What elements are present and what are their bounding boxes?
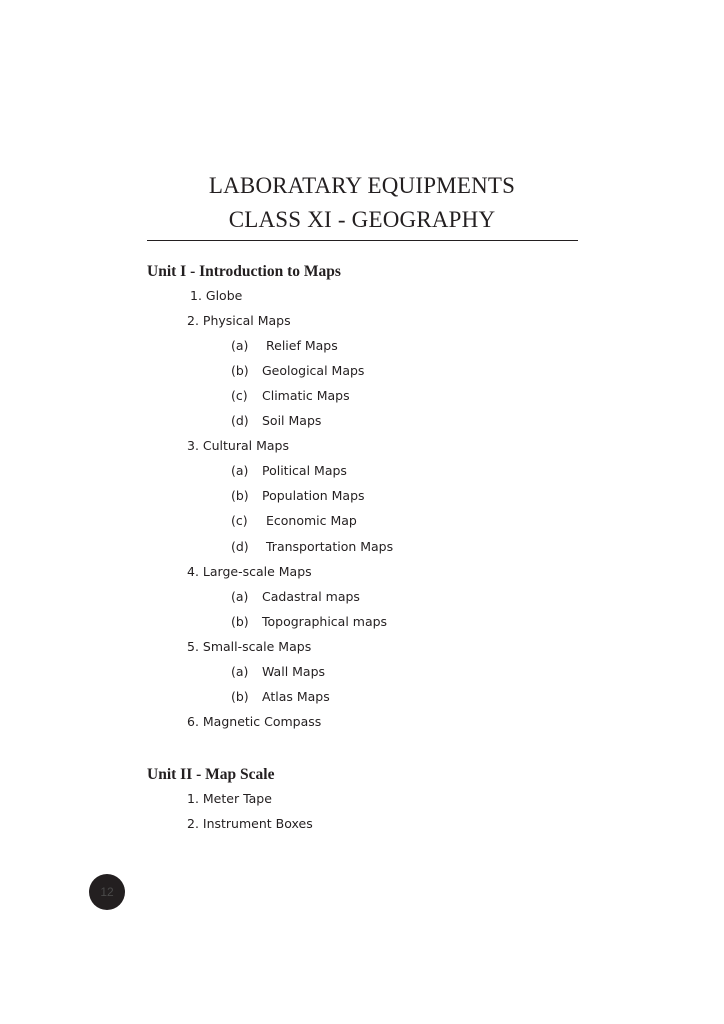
- list-item-cultural-maps: 3. Cultural Maps: [187, 438, 289, 453]
- sub-item-climatic-maps: Climatic Maps: [262, 388, 350, 403]
- page-number-badge: [89, 874, 125, 910]
- sub-item-letter: (b): [231, 689, 249, 704]
- sub-item-geological-maps: Geological Maps: [262, 363, 365, 378]
- list-item-small-scale-maps: 5. Small-scale Maps: [187, 639, 312, 654]
- sub-item-transportation-maps: Transportation Maps: [266, 539, 394, 554]
- sub-item-letter: (d): [231, 413, 249, 428]
- sub-item-letter: (b): [231, 488, 249, 503]
- page-title-line-2: CLASS XI - GEOGRAPHY: [228, 207, 496, 232]
- list-item-physical-maps: 2. Physical Maps: [187, 313, 291, 328]
- sub-item-letter: (a): [231, 589, 249, 604]
- sub-item-letter: (b): [231, 614, 249, 629]
- list-item-globe: 1. Globe: [190, 288, 243, 303]
- sub-item-letter: (d): [231, 539, 249, 554]
- sub-item-political-maps: Political Maps: [262, 463, 347, 478]
- page-number: 12: [100, 885, 114, 899]
- sub-item-cadastral-maps: Cadastral maps: [262, 589, 360, 604]
- list-item-instrument-boxes: 2. Instrument Boxes: [187, 816, 313, 831]
- sub-item-topographical-maps: Topographical maps: [262, 614, 388, 629]
- sub-item-letter: (b): [231, 363, 249, 378]
- sub-item-soil-maps: Soil Maps: [262, 413, 322, 428]
- unit-1-heading: Unit I - Introduction to Maps: [147, 263, 341, 280]
- sub-item-letter: (a): [231, 463, 249, 478]
- list-item-meter-tape: 1. Meter Tape: [187, 791, 272, 806]
- list-item-large-scale-maps: 4. Large-scale Maps: [187, 564, 312, 579]
- page-title-line-1: LABORATARY EQUIPMENTS: [208, 173, 516, 198]
- unit-2-heading: Unit II - Map Scale: [147, 766, 275, 783]
- sub-item-population-maps: Population Maps: [262, 488, 365, 503]
- sub-item-relief-maps: Relief Maps: [266, 338, 338, 353]
- sub-item-letter: (a): [231, 664, 249, 679]
- sub-item-letter: (a): [231, 338, 249, 353]
- sub-item-letter: (c): [231, 388, 248, 403]
- sub-item-letter: (c): [231, 513, 248, 528]
- sub-item-atlas-maps: Atlas Maps: [262, 689, 330, 704]
- list-item-magnetic-compass: 6. Magnetic Compass: [187, 714, 322, 729]
- sub-item-economic-map: Economic Map: [266, 513, 357, 528]
- sub-item-wall-maps: Wall Maps: [262, 664, 326, 679]
- title-divider: [147, 240, 578, 241]
